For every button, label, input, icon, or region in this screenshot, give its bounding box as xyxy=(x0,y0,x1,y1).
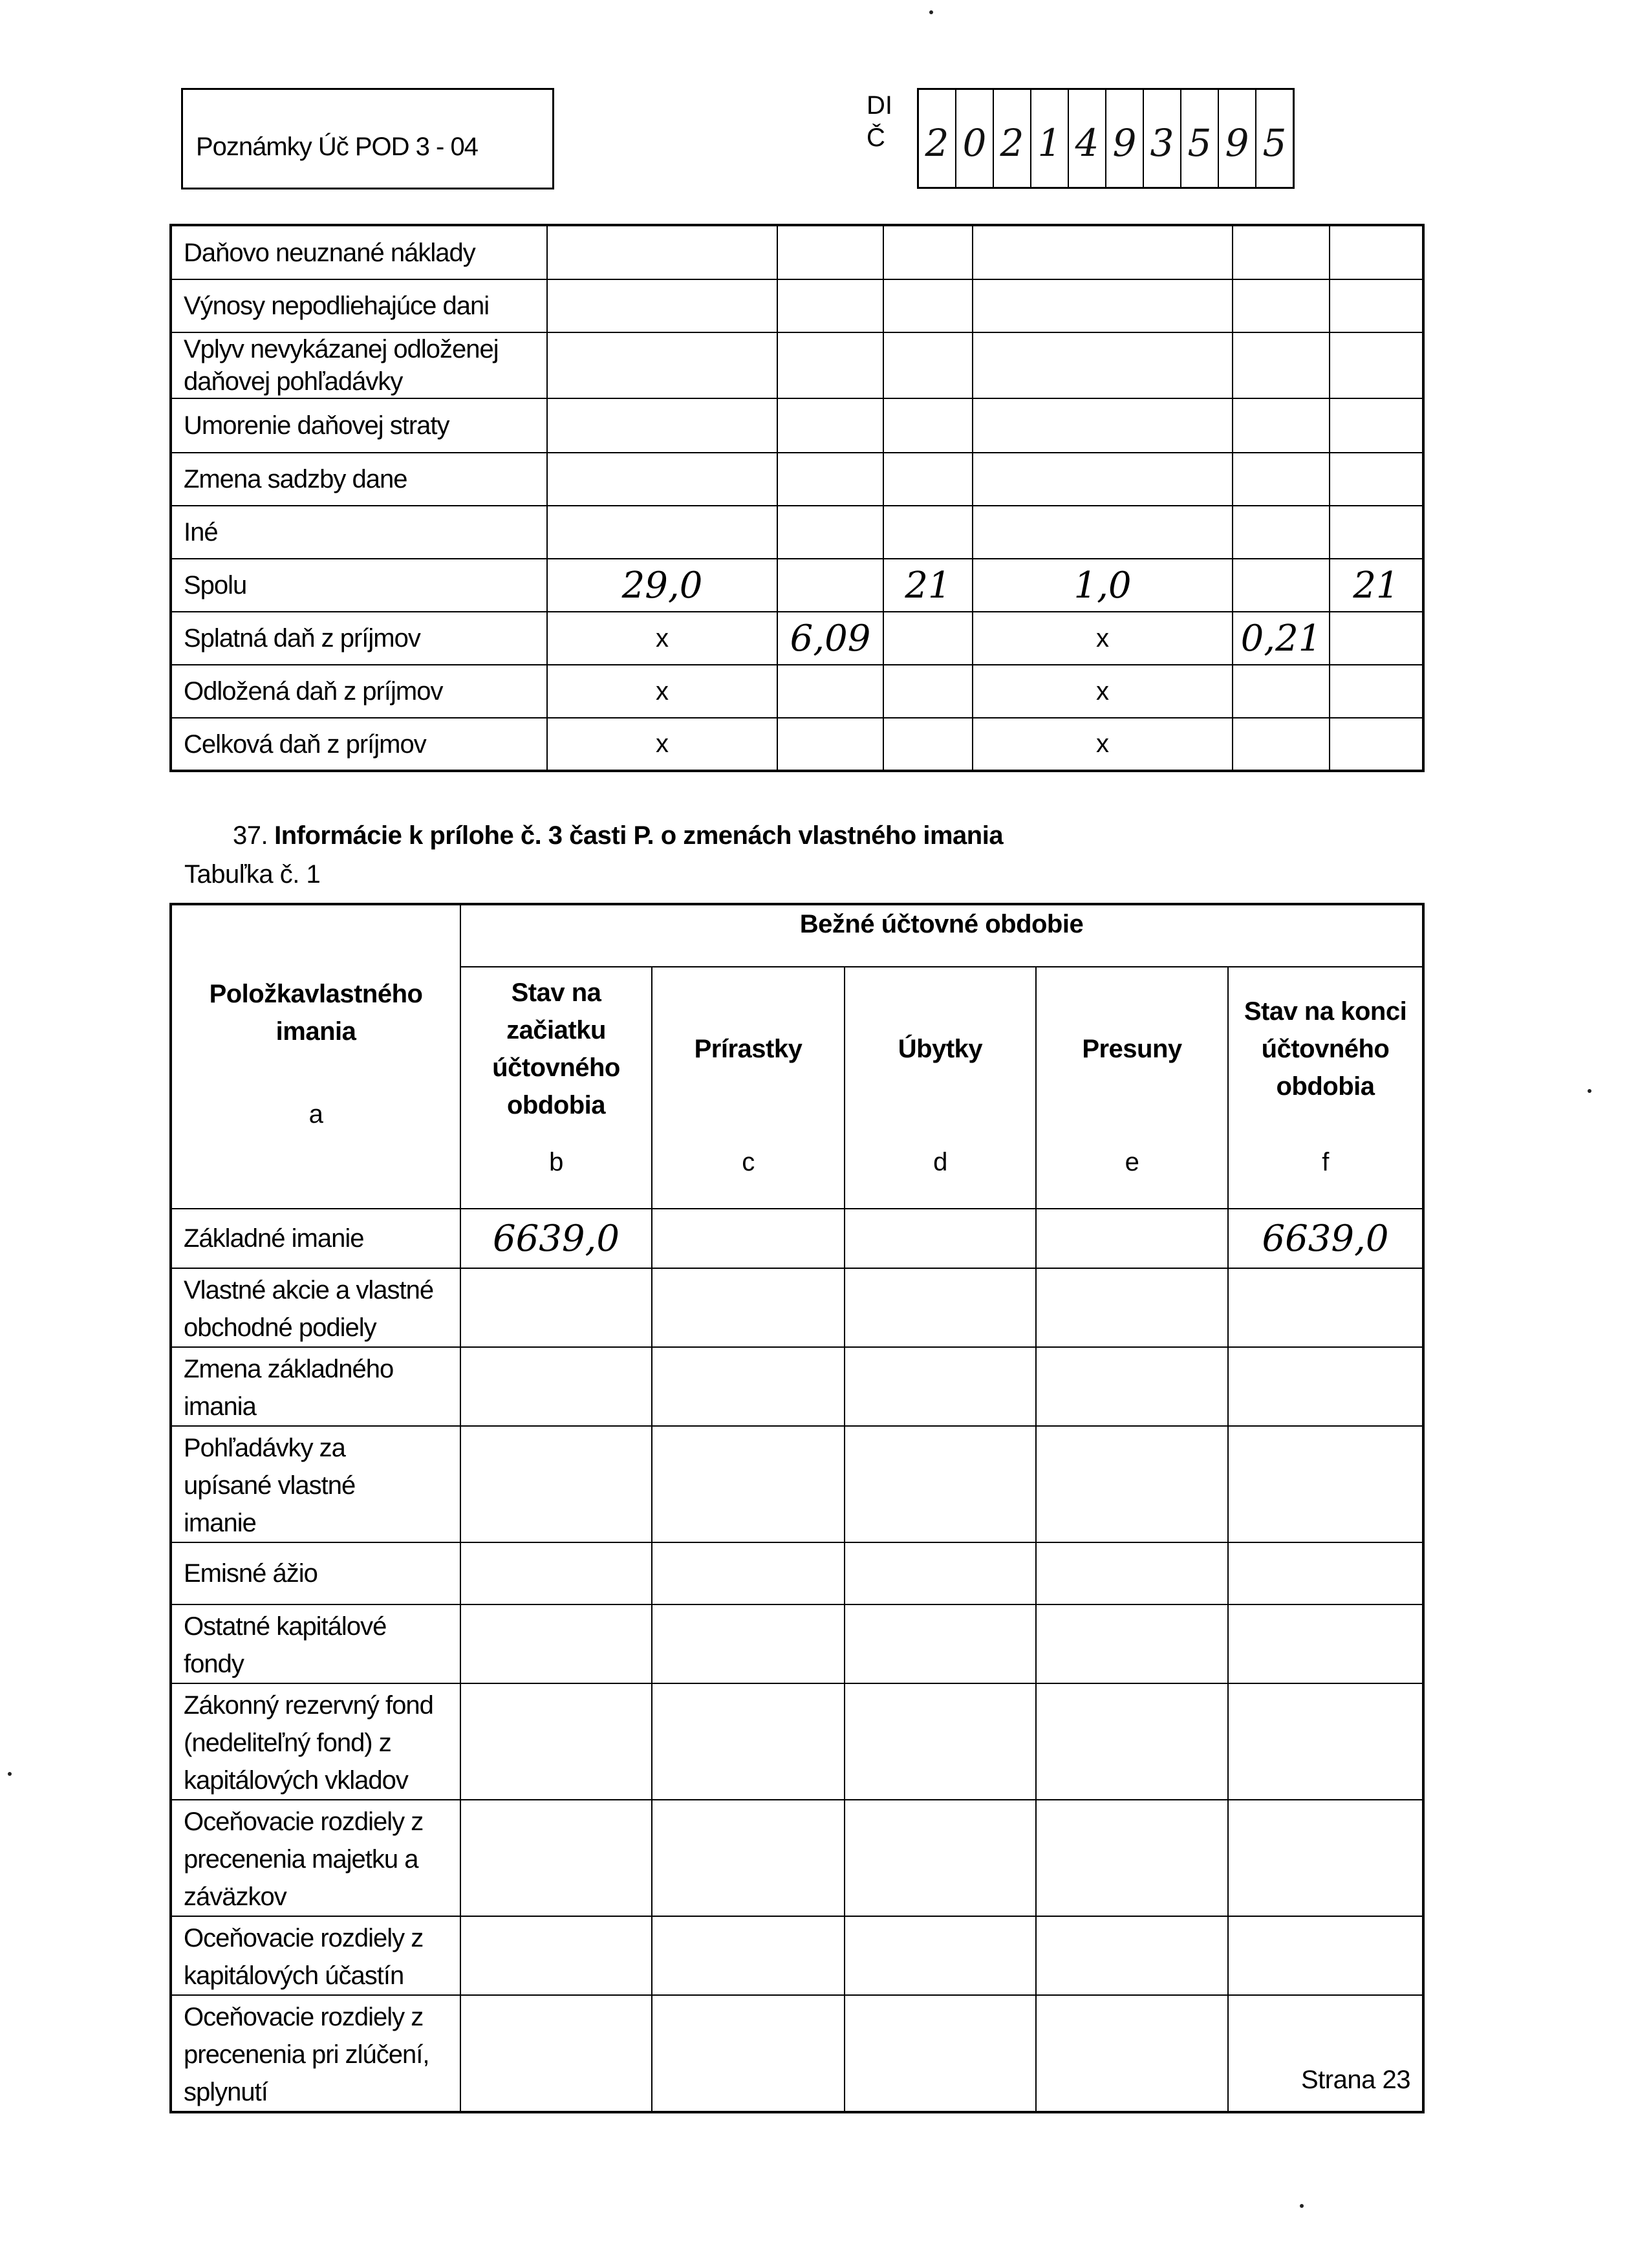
col-header-end: Stav na konci účtovného obdobia f xyxy=(1228,967,1423,1209)
dic-digit: 4 xyxy=(1069,90,1106,187)
dic-digit: 5 xyxy=(1181,90,1219,187)
row-label: Spolu xyxy=(171,559,547,612)
value-cell xyxy=(1233,506,1330,559)
value-cell xyxy=(460,1683,652,1800)
row-label: Splatná daň z príjmov xyxy=(171,612,547,665)
value-cell xyxy=(652,1683,845,1800)
value-cell xyxy=(460,1916,652,1995)
tax-row xyxy=(171,225,1423,279)
dic-digit: 9 xyxy=(1106,90,1144,187)
dic-digit: 2 xyxy=(994,90,1031,187)
tax-row xyxy=(171,506,1423,559)
value-cell xyxy=(652,1268,845,1347)
row-label: Oceňovacie rozdiely z precenenia pri zlúčení, splynutí xyxy=(171,1995,460,2112)
value-cell xyxy=(1036,1683,1228,1800)
form-label-box xyxy=(181,88,554,189)
value-cell xyxy=(1228,1426,1423,1542)
tax-row xyxy=(171,453,1423,506)
value-cell: 29,0 xyxy=(547,559,777,612)
value-cell xyxy=(1233,453,1330,506)
value-cell xyxy=(460,1426,652,1542)
value-cell xyxy=(460,1995,652,2112)
value-cell xyxy=(1228,1268,1423,1347)
row-label: Zákonný rezervný fond (nedeliteľný fond) z kapitálových vkladov xyxy=(171,1683,460,1800)
value-cell xyxy=(547,225,777,279)
value-cell xyxy=(547,398,777,453)
value-cell xyxy=(777,225,883,279)
value-cell xyxy=(652,1800,845,1916)
dic-label: DIČ xyxy=(867,91,892,152)
scan-speck xyxy=(929,10,933,14)
col-header-transfers: Presuny e xyxy=(1036,967,1228,1209)
value-cell xyxy=(1330,279,1423,332)
tax-row xyxy=(171,718,1423,771)
row-label: Vlastné akcie a vlastné obchodné podiely xyxy=(171,1268,460,1347)
value-cell xyxy=(845,1268,1036,1347)
value-cell xyxy=(973,279,1233,332)
equity-row xyxy=(171,1209,1423,1268)
value-cell xyxy=(1330,453,1423,506)
value-cell xyxy=(460,1268,652,1347)
value-cell: x xyxy=(973,718,1233,771)
value-cell xyxy=(1228,1347,1423,1426)
value-cell xyxy=(973,506,1233,559)
row-label: Pohľadávky za upísané vlastné imanie xyxy=(171,1426,460,1542)
row-label: Daňovo neuznané náklady xyxy=(171,225,547,279)
value-cell xyxy=(1036,1209,1228,1268)
value-cell xyxy=(973,225,1233,279)
table-label: Tabuľka č. 1 xyxy=(184,860,321,889)
tax-reconciliation-table xyxy=(169,224,1425,772)
equity-row xyxy=(171,1268,1423,1347)
col-header-item: Položkavlastného imania a xyxy=(171,904,460,1209)
equity-row xyxy=(171,1604,1423,1683)
value-cell xyxy=(883,506,973,559)
value-cell xyxy=(1233,332,1330,398)
value-cell xyxy=(1228,1604,1423,1683)
value-cell xyxy=(973,332,1233,398)
value-cell xyxy=(845,1209,1036,1268)
value-cell xyxy=(652,1209,845,1268)
row-label: Emisné ážio xyxy=(171,1542,460,1604)
value-cell xyxy=(1233,225,1330,279)
dic-digit: 0 xyxy=(956,90,994,187)
value-cell xyxy=(883,398,973,453)
value-cell xyxy=(777,332,883,398)
value-cell xyxy=(845,1347,1036,1426)
value-cell xyxy=(1228,1800,1423,1916)
value-cell xyxy=(1036,1542,1228,1604)
tax-row xyxy=(171,665,1423,718)
equity-row xyxy=(171,1426,1423,1542)
value-cell xyxy=(883,332,973,398)
col-header-increases: Prírastky c xyxy=(652,967,845,1209)
value-cell xyxy=(652,1604,845,1683)
row-label: Zmena základného imania xyxy=(171,1347,460,1426)
tax-row xyxy=(171,559,1423,612)
dic-digit: 9 xyxy=(1219,90,1256,187)
value-cell xyxy=(1036,1916,1228,1995)
value-cell xyxy=(777,559,883,612)
value-cell xyxy=(883,665,973,718)
value-cell: x xyxy=(973,612,1233,665)
dic-digit: 2 xyxy=(919,90,956,187)
value-cell: 6639,0 xyxy=(1228,1209,1423,1268)
value-cell xyxy=(1330,506,1423,559)
value-cell xyxy=(883,279,973,332)
value-cell xyxy=(845,1800,1036,1916)
value-cell xyxy=(845,1426,1036,1542)
section-title: 37. Informácie k prílohe č. 3 časti P. o zmenách vlastného imania xyxy=(233,821,1004,850)
value-cell xyxy=(1228,1916,1423,1995)
value-cell xyxy=(460,1800,652,1916)
value-cell xyxy=(883,225,973,279)
value-cell: x xyxy=(547,718,777,771)
equity-row xyxy=(171,1995,1423,2112)
value-cell xyxy=(883,718,973,771)
value-cell xyxy=(883,612,973,665)
value-cell xyxy=(777,279,883,332)
tax-row xyxy=(171,332,1423,398)
value-cell xyxy=(652,1995,845,2112)
row-label: Vplyv nevykázanej odloženej daňovej pohľadávky xyxy=(171,332,547,398)
value-cell xyxy=(973,453,1233,506)
row-label: Iné xyxy=(171,506,547,559)
value-cell xyxy=(1036,1800,1228,1916)
value-cell xyxy=(1330,665,1423,718)
col-header-start: Stav na začiatku účtovného obdobia b xyxy=(460,967,652,1209)
dic-digit: 5 xyxy=(1262,121,1287,165)
col-header-decreases: Úbytky d xyxy=(845,967,1036,1209)
form-label: Poznámky Úč POD 3 - 04 xyxy=(196,133,478,161)
row-label: Odložená daň z príjmov xyxy=(171,665,547,718)
value-cell xyxy=(845,1995,1036,2112)
value-cell xyxy=(1330,612,1423,665)
value-cell xyxy=(1330,225,1423,279)
value-cell xyxy=(777,398,883,453)
dic-digit-boxes xyxy=(917,88,1295,189)
value-cell xyxy=(777,453,883,506)
value-cell xyxy=(1036,1995,1228,2112)
value-cell xyxy=(845,1604,1036,1683)
value-cell xyxy=(883,453,973,506)
scan-speck xyxy=(1300,2204,1304,2208)
value-cell xyxy=(973,398,1233,453)
equity-row xyxy=(171,1683,1423,1800)
row-label: Oceňovacie rozdiely z precenenia majetku a záväzkov xyxy=(171,1800,460,1916)
tax-row xyxy=(171,279,1423,332)
row-label: Umorenie daňovej straty xyxy=(171,398,547,453)
period-header: Bežné účtovné obdobie xyxy=(460,904,1423,967)
value-cell: 6,09 xyxy=(777,612,883,665)
value-cell: x xyxy=(547,612,777,665)
value-cell xyxy=(777,665,883,718)
value-cell xyxy=(1233,559,1330,612)
dic-digit: 1 xyxy=(1031,90,1069,187)
value-cell xyxy=(1036,1268,1228,1347)
value-cell: x xyxy=(547,665,777,718)
equity-row xyxy=(171,1916,1423,1995)
tax-row xyxy=(171,398,1423,453)
tax-row xyxy=(171,612,1423,665)
value-cell xyxy=(460,1347,652,1426)
value-cell xyxy=(1233,665,1330,718)
equity-row xyxy=(171,1347,1423,1426)
value-cell xyxy=(547,279,777,332)
row-label: Základné imanie xyxy=(171,1209,460,1268)
value-cell: x xyxy=(973,665,1233,718)
value-cell xyxy=(1233,279,1330,332)
value-cell xyxy=(652,1542,845,1604)
value-cell xyxy=(777,506,883,559)
value-cell xyxy=(1036,1426,1228,1542)
value-cell xyxy=(652,1347,845,1426)
value-cell xyxy=(1233,718,1330,771)
value-cell: 21 xyxy=(883,559,973,612)
value-cell xyxy=(460,1604,652,1683)
value-cell xyxy=(777,718,883,771)
value-cell xyxy=(1228,1683,1423,1800)
value-cell xyxy=(652,1916,845,1995)
value-cell xyxy=(845,1542,1036,1604)
row-label: Celková daň z príjmov xyxy=(171,718,547,771)
value-cell xyxy=(460,1542,652,1604)
dic-digit: 3 xyxy=(1144,90,1181,187)
page-number: Strana 23 xyxy=(1301,2066,1410,2094)
value-cell xyxy=(1330,398,1423,453)
row-label: Výnosy nepodliehajúce dani xyxy=(171,279,547,332)
value-cell xyxy=(1228,1542,1423,1604)
value-cell xyxy=(652,1426,845,1542)
value-cell xyxy=(1330,718,1423,771)
value-cell: 21 xyxy=(1330,559,1423,612)
value-cell: 1,0 xyxy=(973,559,1233,612)
row-label: Zmena sadzby dane xyxy=(171,453,547,506)
value-cell xyxy=(547,332,777,398)
equity-row xyxy=(171,1800,1423,1916)
scan-speck xyxy=(1588,1089,1591,1093)
value-cell: 6639,0 xyxy=(460,1209,652,1268)
value-cell xyxy=(1233,398,1330,453)
equity-changes-table xyxy=(169,903,1425,2113)
value-cell xyxy=(1330,332,1423,398)
value-cell xyxy=(547,506,777,559)
value-cell xyxy=(1036,1347,1228,1426)
row-label: Ostatné kapitálové fondy xyxy=(171,1604,460,1683)
equity-row xyxy=(171,1542,1423,1604)
scan-speck xyxy=(8,1772,12,1776)
value-cell xyxy=(845,1683,1036,1800)
value-cell: 0,21 xyxy=(1233,612,1330,665)
row-label: Oceňovacie rozdiely z kapitálových účastín xyxy=(171,1916,460,1995)
value-cell xyxy=(547,453,777,506)
value-cell xyxy=(845,1916,1036,1995)
value-cell xyxy=(1036,1604,1228,1683)
